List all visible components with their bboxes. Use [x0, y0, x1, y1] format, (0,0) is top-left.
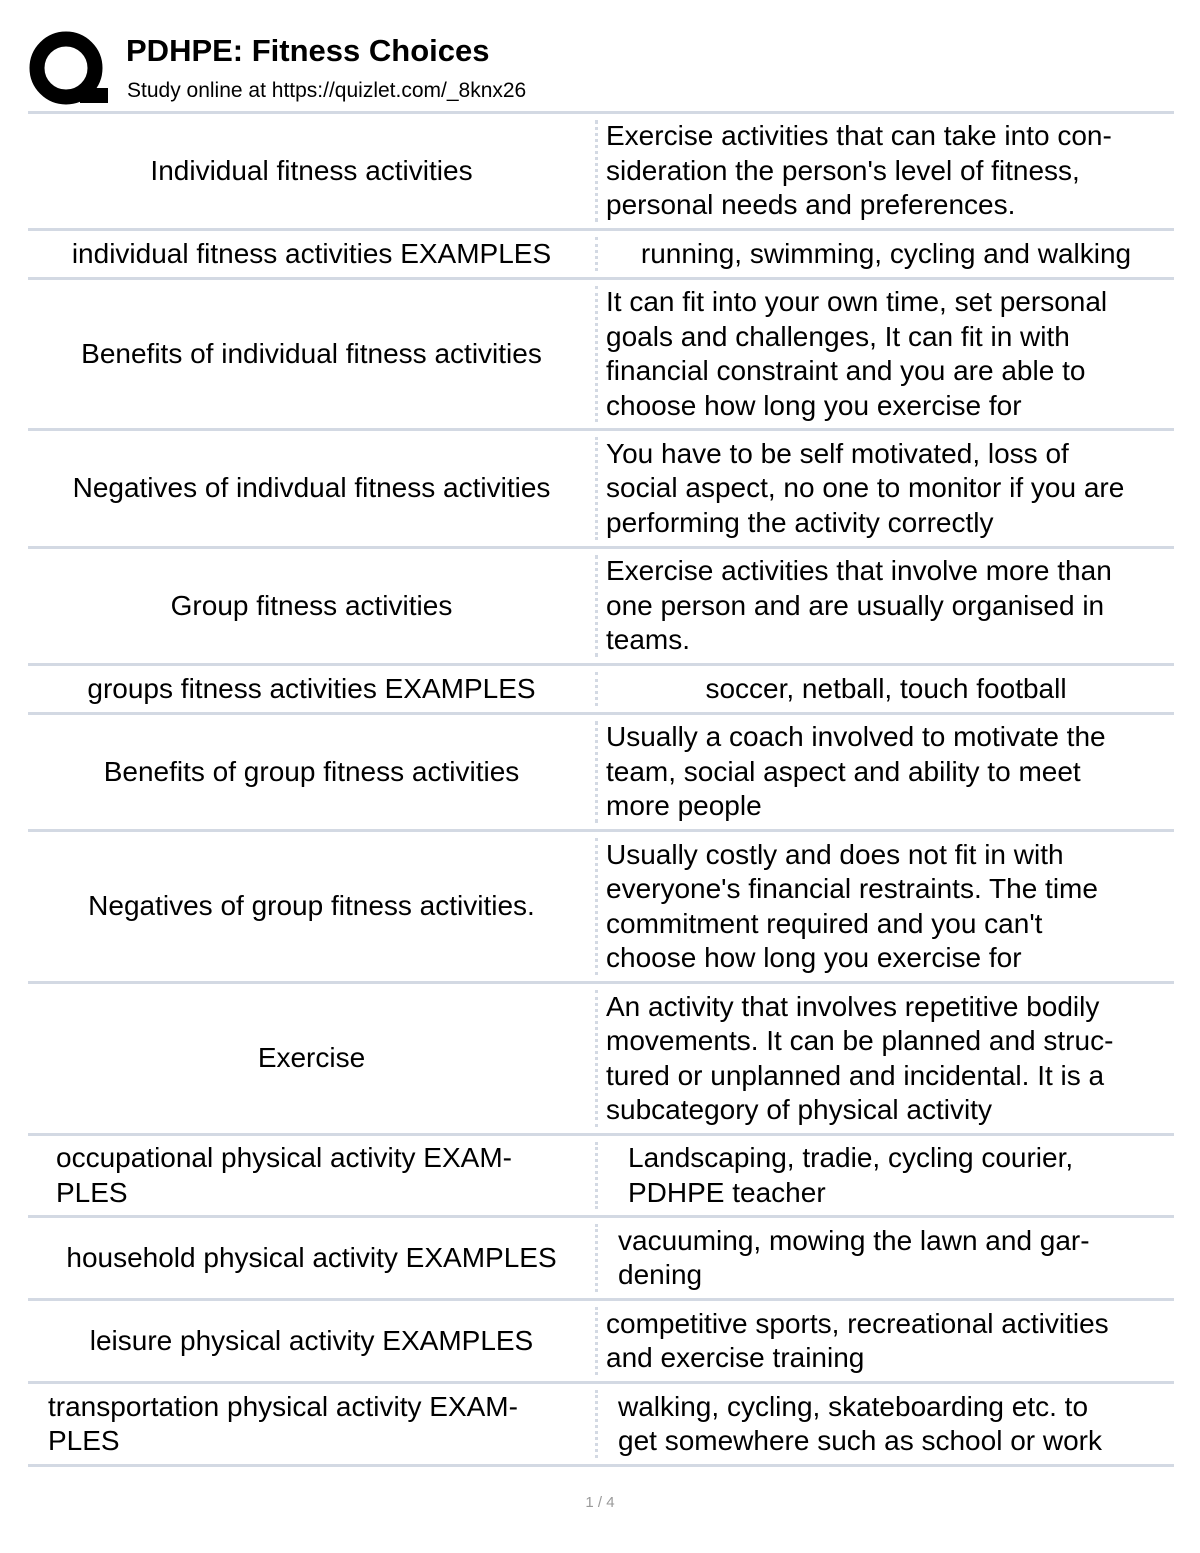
flashcard-row [28, 1218, 1174, 1301]
flashcard-row [28, 1384, 1174, 1467]
card-definition: walking, cycling, skateboarding etc. to get somewhere such as school or work [618, 1390, 1102, 1456]
card-term: Benefits of individual fitness activities [81, 337, 542, 369]
page-header [28, 26, 1178, 110]
flashcard-row [28, 549, 1174, 666]
card-definition: vacuuming, mowing the lawn and gar- dening [618, 1224, 1090, 1290]
card-term: groups fitness activities EXAMPLES [87, 672, 536, 704]
card-term: occupational physical activity EXAM- PLES [56, 1142, 512, 1208]
card-term: household physical activity EXAMPLES [66, 1241, 557, 1273]
card-term: leisure physical activity EXAMPLES [89, 1324, 534, 1356]
flashcard-row [28, 431, 1174, 549]
card-definition: Exercise activities that can take into con- sideration the person's level of fitness, personal needs and preferences. [606, 120, 1112, 221]
card-term: Exercise [257, 1042, 366, 1074]
flashcard-row [28, 114, 1174, 231]
card-definition: running, swimming, cycling and walking [640, 237, 1132, 269]
card-definition: An activity that involves repetitive bodily movements. It can be planned and struc- tured or unplanned and incidental. It is a subcategory of physical activity [606, 990, 1114, 1125]
card-term: Individual fitness activities [150, 154, 473, 186]
quizlet-q-logo-icon [28, 30, 110, 112]
flashcard-row [28, 231, 1174, 280]
flashcard-row [28, 1136, 1174, 1218]
card-definition: soccer, netball, touch football [705, 672, 1067, 704]
flashcard-table [28, 111, 1174, 1467]
flashcard-row [28, 715, 1174, 832]
flashcard-row [28, 984, 1174, 1136]
page-indicator: 1 / 4 [585, 1494, 615, 1511]
card-definition: Landscaping, tradie, cycling courier, PDHPE teacher [628, 1142, 1074, 1208]
flashcard-row [28, 1301, 1174, 1384]
card-definition: You have to be self motivated, loss of social aspect, no one to monitor if you are performing the activity correctly [606, 437, 1125, 538]
flashcard-row [28, 832, 1174, 984]
card-term: individual fitness activities EXAMPLES [71, 237, 552, 269]
card-term: transportation physical activity EXAM- PLES [48, 1390, 518, 1456]
card-term: Benefits of group fitness activities [103, 755, 520, 787]
card-definition: Usually a coach involved to motivate the team, social aspect and ability to meet more people [606, 721, 1106, 822]
card-definition: Usually costly and does not fit in with everyone's financial restraints. The time commitment required and you can't choose how long you exercise for [606, 838, 1098, 973]
flashcard-row [28, 666, 1174, 715]
card-term: Negatives of group fitness activities. [88, 890, 535, 922]
card-definition: competitive sports, recreational activities and exercise training [606, 1307, 1109, 1373]
card-definition: Exercise activities that involve more than one person and are usually organised in teams. [606, 555, 1112, 656]
card-definition: It can fit into your own time, set personal goals and challenges, It can fit in with financial constraint and you are able to choose how long you exercise for [606, 286, 1108, 421]
flashcard-row [28, 280, 1174, 431]
page-title: PDHPE: Fitness Choices [126, 33, 490, 68]
card-term: Group fitness activities [170, 589, 453, 621]
card-term: Negatives of indivdual fitness activities [72, 472, 551, 504]
study-online-link[interactable]: Study online at https://quizlet.com/_8knx26 [127, 79, 527, 102]
